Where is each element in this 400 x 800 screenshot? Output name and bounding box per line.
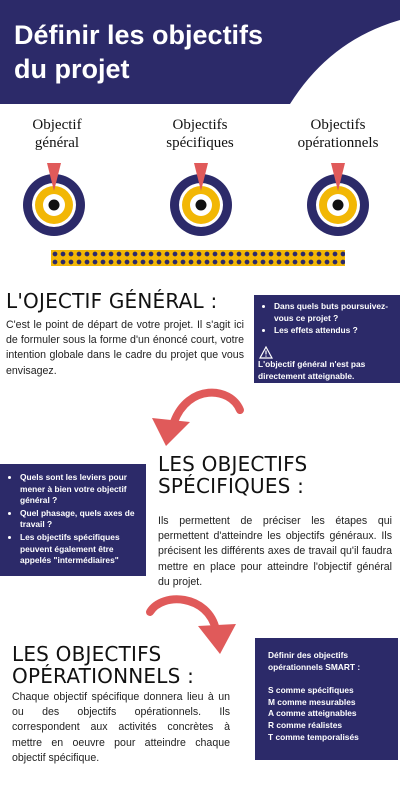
list-item: • Dans quels buts poursuivez-vous ce projet ? bbox=[274, 301, 394, 324]
bullseye-target-icon bbox=[21, 163, 87, 245]
specific-objectives-info-box bbox=[0, 464, 146, 576]
specific-objectives-heading-line-2: SPÉCIFIQUES : bbox=[158, 474, 305, 498]
general-objective-question-list bbox=[260, 301, 394, 337]
operational-objectives-text: Chaque objectif spécifique donnera lieu à un ou des objectifs opérationnels. Ils correspondent aux activités concrètes à mettre en oeuvre pour atteindre chaque objectif spécifique. bbox=[12, 691, 230, 764]
list-item: • Quels sont les leviers pour mener à bien votre objectif général ? bbox=[20, 472, 142, 507]
list-item: S comme spécifiques bbox=[268, 685, 354, 696]
list-item: A comme atteignables bbox=[268, 708, 357, 719]
target-label-specific-line-2: spécifiques bbox=[166, 135, 234, 151]
target-label-general-line-2: général bbox=[34, 135, 80, 151]
page-title-line-2: du projet bbox=[14, 54, 130, 84]
bullseye-target-icon bbox=[305, 163, 371, 245]
list-item: M comme mesurables bbox=[268, 696, 356, 707]
specific-objectives-heading bbox=[158, 453, 307, 497]
bullseye-target-icon bbox=[168, 163, 234, 245]
smart-box-title-line-2: opérationnels SMART : bbox=[268, 661, 361, 672]
smart-box-title bbox=[268, 650, 390, 673]
target-label-operational-line-1: Objectifs bbox=[310, 117, 366, 133]
dotted-divider-bar bbox=[51, 250, 345, 266]
operational-objectives-heading-line-2: OPÉRATIONNELS : bbox=[12, 664, 195, 688]
list-item: R comme réalistes bbox=[268, 719, 343, 730]
specific-objectives-text: Ils permettent de préciser les étapes qui permettent d'atteindre les objectifs généraux. Ils précisent les différents axes de travail qu'il faudra mettre en place pour atteindre l'objectif général du projet. bbox=[158, 515, 392, 588]
target-label-operational-line-2: opérationnels bbox=[297, 135, 379, 151]
specific-objectives-heading-line-1: LES OBJECTIFS bbox=[158, 452, 308, 476]
target-label-operational bbox=[283, 116, 393, 152]
target-label-specific bbox=[145, 116, 255, 152]
general-objective-info-box bbox=[254, 295, 400, 383]
target-label-general-line-1: Objectif bbox=[32, 117, 82, 133]
operational-objectives-heading bbox=[12, 643, 194, 687]
general-objective-text: C'est le point de départ de votre projet. Il s'agit ici de formuler sous la forme d'un énoncé court, votre intention globale dans le cadre du projet que vous envisagez. bbox=[6, 319, 244, 377]
list-item: • Les objectifs spécifiques peuvent également être appelés "intermédiaires" bbox=[20, 532, 142, 567]
target-label-specific-line-1: Objectifs bbox=[172, 117, 228, 133]
smart-objectives-box bbox=[255, 638, 398, 760]
smart-box-title-line-1: Définir des objectifs bbox=[268, 650, 349, 660]
operational-objectives-heading-line-1: LES OBJECTIFS bbox=[12, 642, 162, 666]
general-objective-note: L'objectif général n'est pas directement atteignable. bbox=[258, 359, 366, 381]
page-title-line-1: Définir les objectifs bbox=[14, 20, 264, 50]
target-label-general bbox=[2, 116, 112, 152]
list-item: • Quel phasage, quels axes de travail ? bbox=[20, 508, 142, 531]
curved-arrow-icon bbox=[148, 382, 248, 450]
page-title bbox=[14, 18, 344, 86]
list-item: • Les effets attendus ? bbox=[274, 325, 394, 337]
smart-criteria-list bbox=[268, 685, 390, 743]
warning-icon bbox=[259, 346, 273, 359]
general-objective-heading: L'OJECTIF GÉNÉRAL : bbox=[6, 289, 218, 313]
specific-objectives-question-list bbox=[6, 472, 142, 567]
list-item: T comme temporalisés bbox=[268, 731, 359, 742]
